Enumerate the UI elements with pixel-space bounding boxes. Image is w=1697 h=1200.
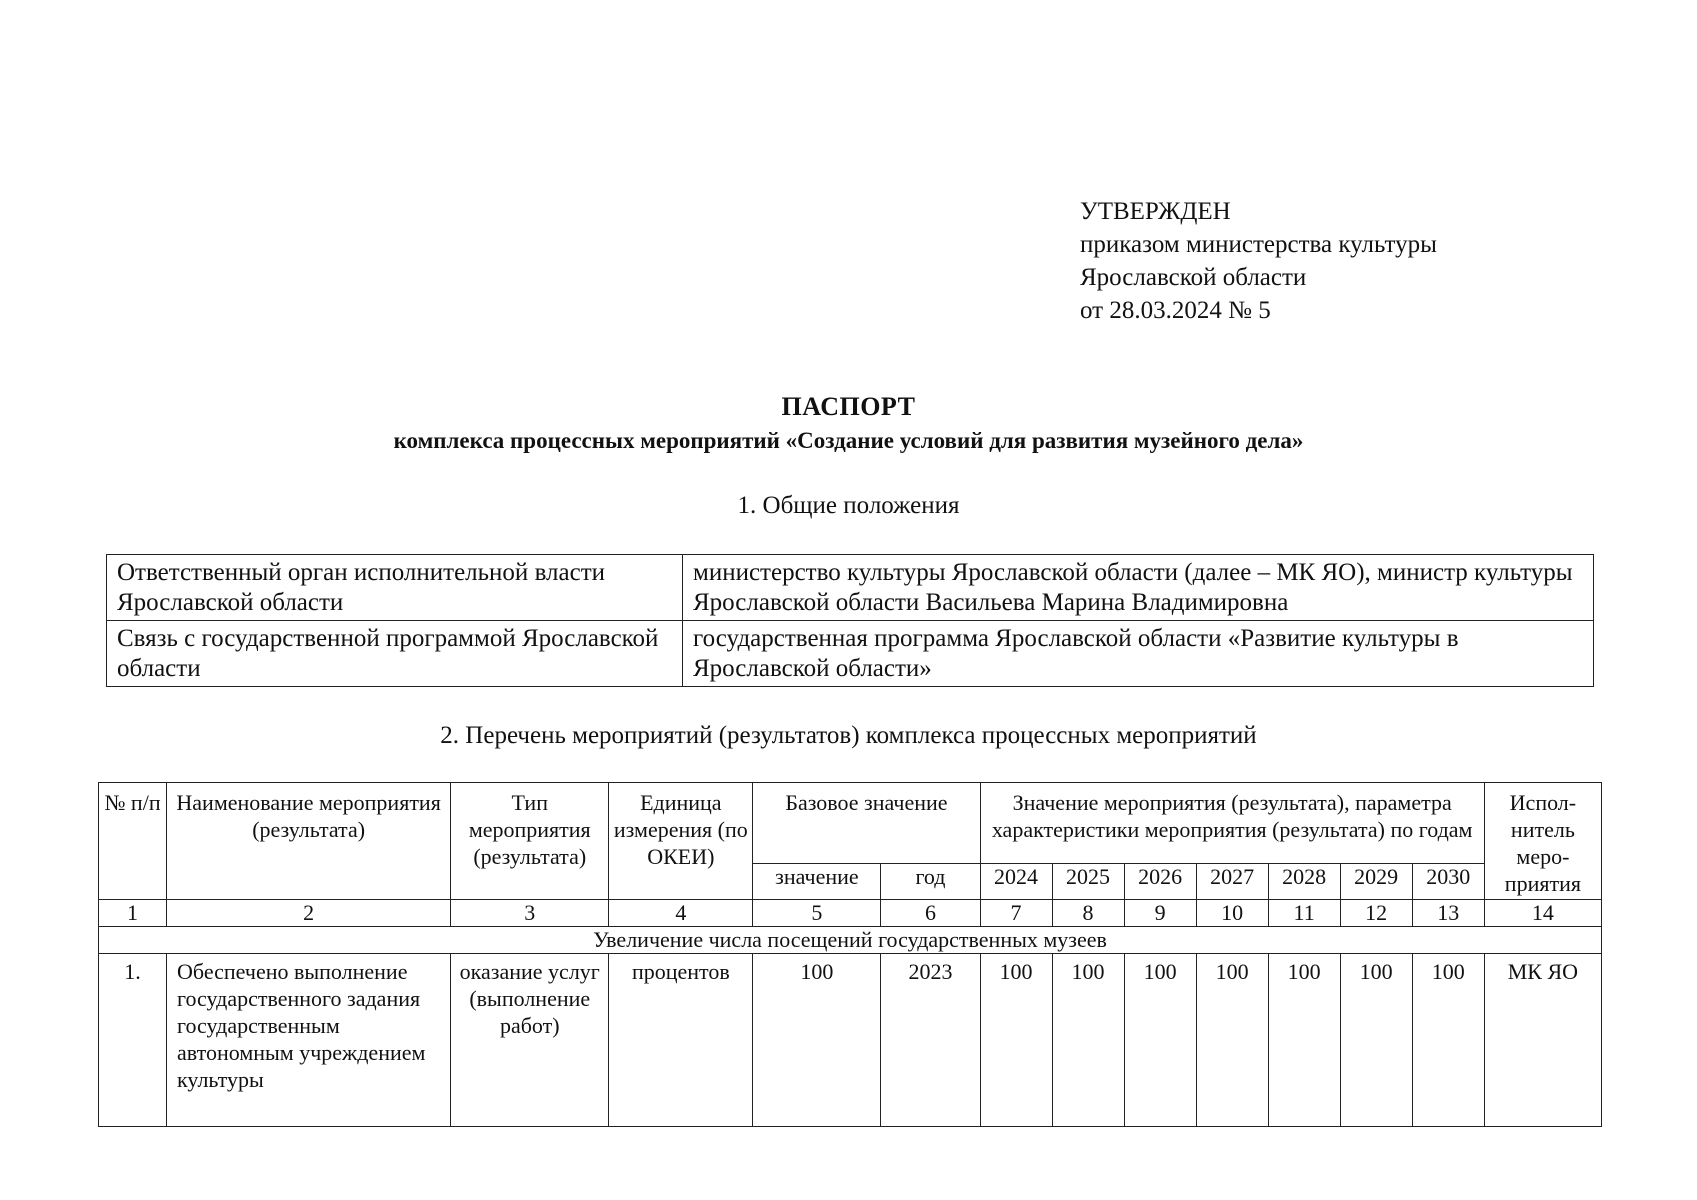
section-2-heading: 2. Перечень мероприятий (результатов) комплекса процессных мероприятий: [440, 722, 1257, 749]
row-executor: МК ЯО: [1484, 954, 1601, 1127]
section-1-heading: 1. Общие положения: [737, 492, 960, 519]
header-year: 2030: [1412, 864, 1484, 900]
table-row: [107, 621, 1594, 687]
row-year-value: 100: [1052, 954, 1124, 1127]
column-number: 2: [167, 900, 451, 927]
header-num: № п/п: [99, 783, 167, 900]
approval-line-2: приказом министерства культуры: [1080, 231, 1437, 258]
row-base-value: 100: [753, 954, 881, 1127]
column-number: 3: [451, 900, 609, 927]
general-label: Связь с государственной программой Ярославской области: [107, 621, 683, 687]
header-unit: Единица измерения (по ОКЕИ): [609, 783, 753, 900]
column-number: 10: [1196, 900, 1268, 927]
header-year: 2026: [1124, 864, 1196, 900]
row-type: оказание услуг (выполнение работ): [451, 954, 609, 1127]
header-year: 2024: [980, 864, 1052, 900]
group-row: [99, 927, 1602, 954]
row-year-value: 100: [1196, 954, 1268, 1127]
row-year-value: 100: [1412, 954, 1484, 1127]
header-base: Базовое значение: [753, 783, 980, 864]
column-number: 1: [99, 900, 167, 927]
header-base-value: значение: [753, 864, 881, 900]
column-number: 5: [753, 900, 881, 927]
general-value: министерство культуры Ярославской области (далее – МК ЯО), министр культуры Ярославской области Васильева Марина Владимировна: [683, 555, 1594, 621]
row-name: Обеспечено выполнение государственного задания государственным автономным учреждением культуры: [167, 954, 451, 1127]
general-value: государственная программа Ярославской области «Развитие культуры в Ярославской области»: [683, 621, 1594, 687]
header-year: 2025: [1052, 864, 1124, 900]
approval-line-3: Ярославской области: [1080, 264, 1307, 291]
header-year: 2027: [1196, 864, 1268, 900]
table-row: [107, 555, 1594, 621]
column-number: 4: [609, 900, 753, 927]
table-header-row: [99, 783, 1602, 864]
approval-line-4: от 28.03.2024 № 5: [1080, 297, 1271, 324]
row-year-value: 100: [1340, 954, 1412, 1127]
general-label: Ответственный орган исполнительной власти Ярославской области: [107, 555, 683, 621]
header-name: Наименование мероприятия (результата): [167, 783, 451, 900]
header-base-year: год: [881, 864, 980, 900]
column-number: 14: [1484, 900, 1601, 927]
column-number: 9: [1124, 900, 1196, 927]
row-year-value: 100: [980, 954, 1052, 1127]
row-num: 1.: [99, 954, 167, 1127]
column-number: 13: [1412, 900, 1484, 927]
column-number: 6: [881, 900, 980, 927]
general-provisions-table: [106, 554, 1594, 687]
document-subtitle: комплекса процессных мероприятий «Создание условий для развития музейного дела»: [393, 428, 1304, 453]
measures-table: [98, 782, 1602, 1127]
column-number-row: [99, 900, 1602, 927]
row-year-value: 100: [1268, 954, 1340, 1127]
column-number: 8: [1052, 900, 1124, 927]
table-row: [99, 954, 1602, 1127]
header-year: 2028: [1268, 864, 1340, 900]
row-base-year: 2023: [881, 954, 980, 1127]
column-number: 11: [1268, 900, 1340, 927]
row-year-value: 100: [1124, 954, 1196, 1127]
header-values-by-year: Значение мероприятия (результата), параметра характеристики мероприятия (результата) по годам: [980, 783, 1484, 864]
header-executor: Испол-нитель меро-приятия: [1484, 783, 1601, 900]
header-year: 2029: [1340, 864, 1412, 900]
group-title: Увеличение числа посещений государственных музеев: [99, 927, 1602, 954]
row-unit: процентов: [609, 954, 753, 1127]
document-title: ПАСПОРТ: [781, 392, 916, 421]
column-number: 7: [980, 900, 1052, 927]
column-number: 12: [1340, 900, 1412, 927]
approval-stamp: [1080, 195, 1437, 327]
header-type: Тип мероприятия (результата): [451, 783, 609, 900]
approval-line-1: УТВЕРЖДЕН: [1080, 198, 1231, 225]
